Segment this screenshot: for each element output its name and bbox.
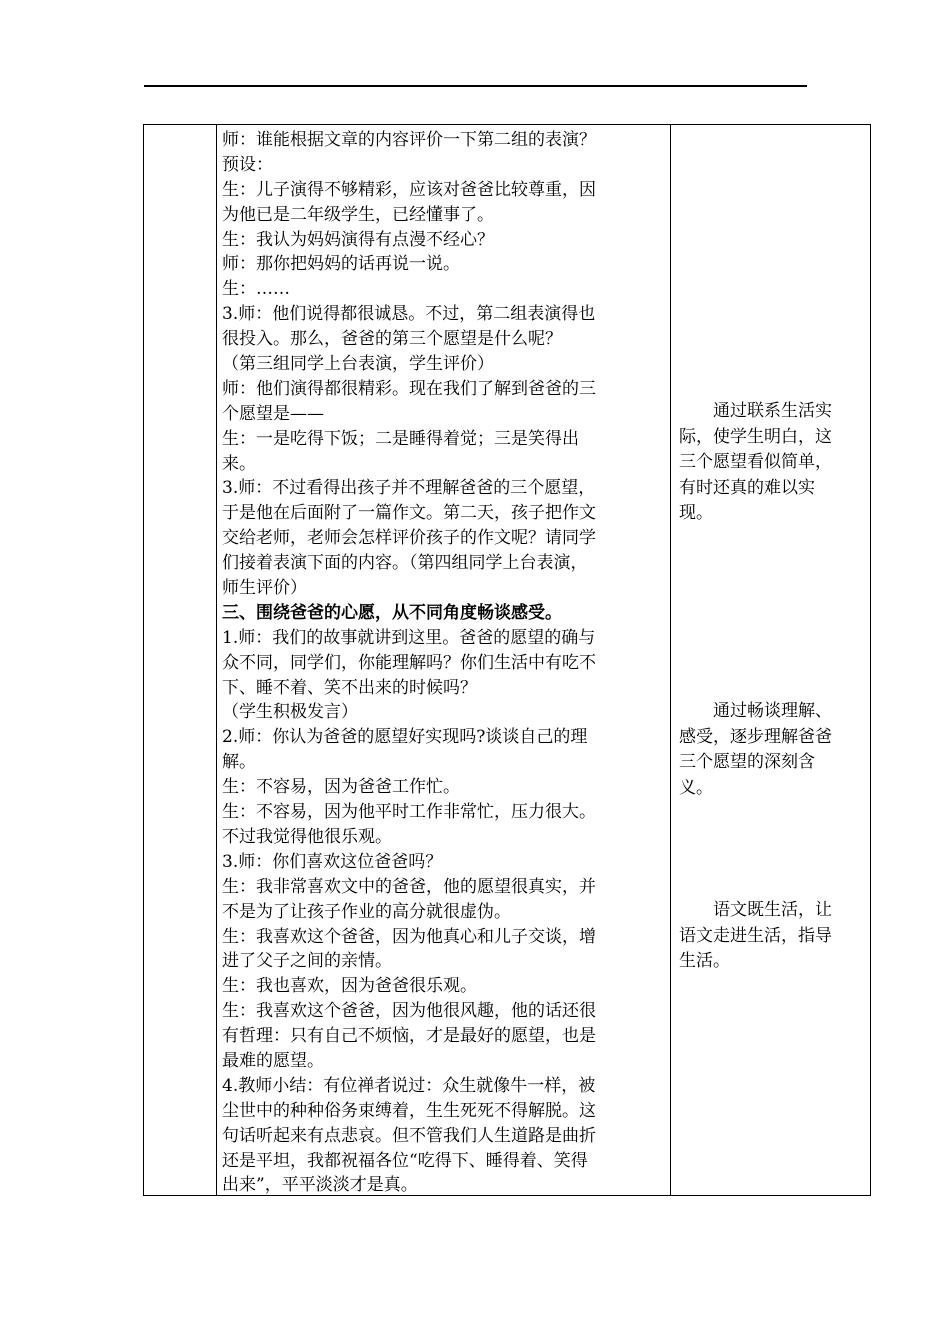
text-line: 下、睡不着、笑不出来的时候吗？ <box>222 677 477 698</box>
text-line: 解。 <box>222 752 256 773</box>
design-note-life-connection <box>679 399 865 527</box>
text-line: 出来”，平平淡淡才是真。 <box>222 1175 418 1196</box>
section-heading: 三、围绕爸爸的心愿，从不同角度畅谈感受。 <box>222 602 562 623</box>
text-line: 生：一是吃得下饭；二是睡得着觉；三是笑得出 <box>222 428 579 449</box>
note-line: 感受，逐步理解爸爸 <box>679 726 832 747</box>
column-divider-right <box>670 125 671 1195</box>
column-divider-left <box>216 125 217 1195</box>
text-line: 生：我喜欢这个爸爸，因为他真心和儿子交谈，增 <box>222 926 596 947</box>
text-line: 不是为了让孩子作业的高分就很虚伪。 <box>222 901 511 922</box>
text-line: （第三组同学上台表演，学生评价） <box>222 354 494 375</box>
note-line: 通过畅谈理解、 <box>679 701 832 721</box>
text-line: 1.师：我们的故事就讲到这里。爸爸的愿望的确与 <box>222 627 596 648</box>
note-line: 义。 <box>679 777 713 798</box>
text-line: 句话听起来有点悲哀。但不管我们人生道路是曲折 <box>222 1125 596 1146</box>
note-line: 语文既生活，让 <box>679 900 832 920</box>
text-line: 不过我觉得他很乐观。 <box>222 826 392 847</box>
design-note-understanding <box>679 699 865 801</box>
text-line: 交给老师，老师会怎样评价孩子的作文呢？请同学 <box>222 528 596 549</box>
text-line: 很投入。那么，爸爸的第三个愿望是什么呢？ <box>222 329 562 350</box>
text-line: 3.师：他们说得都很诚恳。不过，第二组表演得也 <box>222 304 596 325</box>
text-line: 个愿望是—— <box>222 403 324 424</box>
text-line: 生：我认为妈妈演得有点漫不经心？ <box>222 229 494 250</box>
text-line: 4.教师小结：有位禅者说过：众生就像牛一样，被 <box>222 1075 596 1096</box>
note-line: 语文走进生活，指导 <box>679 925 832 946</box>
note-line: 生活。 <box>679 951 730 971</box>
header-rule <box>144 85 807 87</box>
text-line: 2.师：你认为爸爸的愿望好实现吗?谈谈自己的理 <box>222 727 588 748</box>
text-line: 生：不容易，因为爸爸工作忙。 <box>222 777 460 798</box>
text-line: 师生评价） <box>222 578 307 599</box>
text-line: 师：谁能根据文章的内容评价一下第二组的表演？ <box>222 130 596 150</box>
text-line: 于是他在后面附了一篇作文。第二天，孩子把作文 <box>222 503 596 524</box>
text-line: 们接着表演下面的内容。（第四组同学上台表演， <box>222 553 588 574</box>
text-line: 来。 <box>222 453 256 474</box>
text-line: 众不同，同学们，你能理解吗？你们生活中有吃不 <box>222 652 596 673</box>
teaching-process-column <box>222 128 664 1198</box>
note-line: 三个愿望看似简单， <box>679 452 832 472</box>
text-line: 生：我非常喜欢文中的爸爸，他的愿望很真实，并 <box>222 876 596 897</box>
text-line: 还是平坦，我都祝福各位“吃得下、睡得着、笑得 <box>222 1150 588 1171</box>
text-line: （学生积极发言） <box>222 702 358 723</box>
text-line: 尘世中的种种俗务束缚着，生生死死不得解脱。这 <box>222 1100 596 1121</box>
text-line: 3.师：你们喜欢这位爸爸吗？ <box>222 851 443 872</box>
note-line: 现。 <box>679 503 713 523</box>
note-line: 通过联系生活实 <box>679 401 832 421</box>
text-line: 生：我喜欢这个爸爸，因为他很风趣，他的话还很 <box>222 1001 596 1022</box>
text-line: 师：那你把妈妈的话再说一说。 <box>222 254 460 275</box>
text-line: 最难的愿望。 <box>222 1050 324 1071</box>
text-line: 预设： <box>222 154 273 175</box>
text-line: 生：儿子演得不够精彩，应该对爸爸比较尊重，因 <box>222 179 596 200</box>
text-line: 生：我也喜欢，因为爸爸很乐观。 <box>222 976 477 997</box>
text-line: 生：…… <box>222 279 290 300</box>
note-line: 际，使学生明白，这 <box>679 426 832 447</box>
text-line: 有哲理：只有自己不烦恼，才是最好的愿望，也是 <box>222 1026 596 1047</box>
note-line: 有时还真的难以实 <box>679 477 815 498</box>
text-line: 进了父子之间的亲情。 <box>222 951 392 972</box>
note-line: 三个愿望的深刻含 <box>679 752 815 772</box>
text-line: 师：他们演得都很精彩。现在我们了解到爸爸的三 <box>222 378 596 399</box>
lesson-plan-table <box>143 124 871 1196</box>
text-line: 生：不容易，因为他平时工作非常忙，压力很大。 <box>222 802 596 823</box>
text-line: 为他已是二年级学生，已经懂事了。 <box>222 204 494 225</box>
text-line: 3.师：不过看得出孩子并不理解爸爸的三个愿望， <box>222 478 596 499</box>
design-note-chinese-life <box>679 898 865 975</box>
